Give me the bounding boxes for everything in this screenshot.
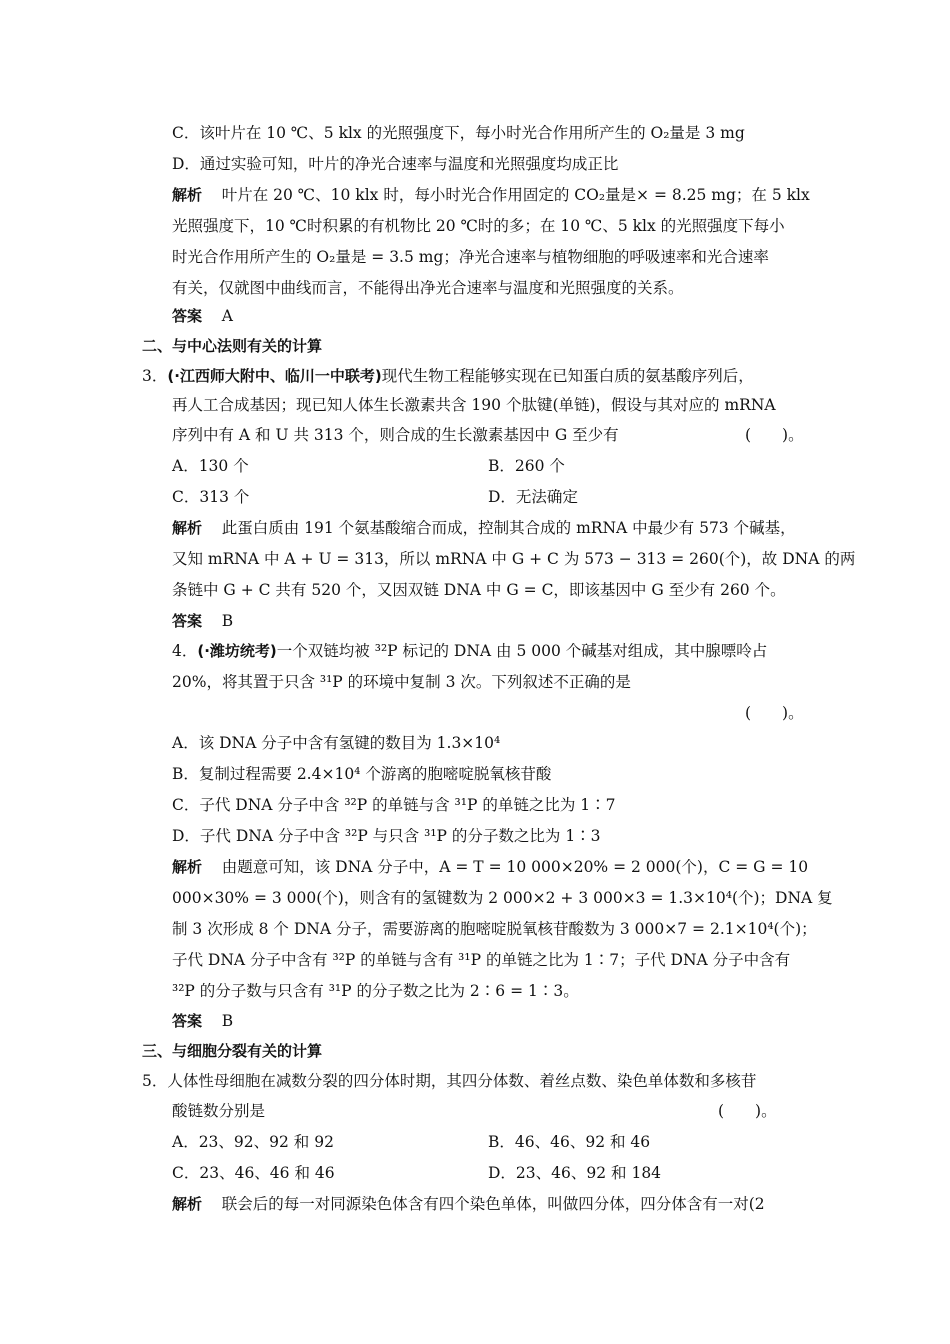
- question-text: 人体性母细胞在减数分裂的四分体时期，其四分体数、着丝点数、染色单体数和多核苷: [167, 1072, 757, 1090]
- analysis-1-line-4: 有关，仅就图中曲线而言，不能得出净光合速率与温度和光照强度的关系。: [172, 279, 684, 297]
- analysis-4-line-3: 制 3 次形成 8 个 DNA 分子，需要游离的胞嘧啶脱氧核苷酸数为 3 000×7 = 2.1×10⁴(个)；: [172, 920, 817, 938]
- option-d: D．无法确定: [488, 488, 578, 506]
- analysis-label: 解析: [172, 858, 203, 876]
- section-heading-3: 三、与细胞分裂有关的计算: [142, 1042, 323, 1060]
- analysis-text: 叶片在 20 ℃、10 klx 时，每小时光合作用固定的 CO₂量是× = 8.25 mg；在 5 klx: [221, 186, 810, 204]
- section-heading-2: 二、与中心法则有关的计算: [142, 337, 323, 355]
- analysis-label: 解析: [172, 1195, 203, 1213]
- option-b: B．260 个: [488, 457, 565, 475]
- option-a: A．该 DNA 分子中含有氢键的数目为 1.3×10⁴: [172, 734, 501, 752]
- option-b: B．复制过程需要 2.4×10⁴ 个游离的胞嘧啶脱氧核苷酸: [172, 765, 552, 783]
- analysis-text: 此蛋白质由 191 个氨基酸缩合而成，控制其合成的 mRNA 中最少有 573 个碱基，: [221, 519, 796, 537]
- answer-bracket: ( )。: [745, 704, 804, 722]
- option-d: D．子代 DNA 分子中含 ³²P 与只含 ³¹P 的分子数之比为 1∶3: [172, 827, 601, 845]
- option-a: A．130 个: [172, 457, 249, 475]
- option-c-line: C．该叶片在 10 ℃、5 klx 的光照强度下，每小时光合作用所产生的 O₂量是 3 mg: [172, 124, 745, 142]
- answer-3: [172, 611, 233, 631]
- answer-label: 答案: [172, 307, 203, 325]
- option-a: A．23、92、92 和 92: [172, 1133, 334, 1151]
- option-d-line: D．通过实验可知，叶片的净光合速率与温度和光照强度均成正比: [172, 155, 619, 173]
- question-3-line-1: [142, 366, 754, 386]
- option-d: D．23、46、92 和 184: [488, 1164, 662, 1182]
- answer-label: 答案: [172, 612, 203, 630]
- analysis-label: 解析: [172, 519, 203, 537]
- question-3-line-2: 再人工合成基因；现已知人体生长激素共含 190 个肽键(单链)，假设与其对应的 mRNA: [172, 396, 776, 414]
- question-source: (·江西师大附中、临川一中联考): [167, 367, 382, 385]
- question-number: 5．: [142, 1072, 168, 1090]
- analysis-3-line-3: 条链中 G + C 共有 520 个，又因双链 DNA 中 G = C，即该基因中 G 至少有 260 个。: [172, 581, 786, 599]
- question-4-line-1: [172, 641, 767, 661]
- option-b: B．46、46、92 和 46: [488, 1133, 651, 1151]
- analysis-text: 联会后的每一对同源染色体含有四个染色单体，叫做四分体，四分体含有一对(2: [221, 1195, 765, 1213]
- answer-bracket: ( )。: [718, 1102, 777, 1120]
- analysis-4-line-1: [172, 857, 808, 877]
- analysis-3-line-1: [172, 518, 796, 538]
- option-c: C．23、46、46 和 46: [172, 1164, 335, 1182]
- analysis-1-line-3: 时光合作用所产生的 O₂量是 = 3.5 mg；净光合速率与植物细胞的呼吸速率和光合速率: [172, 248, 769, 266]
- question-number: 4．: [172, 642, 198, 660]
- analysis-3-line-2: 又知 mRNA 中 A + U = 313，所以 mRNA 中 G + C 为 573 − 313 = 260(个)，故 DNA 的两: [172, 550, 856, 568]
- analysis-text: 由题意可知，该 DNA 分子中，A = T = 10 000×20% = 2 000(个)，C = G = 10: [221, 858, 809, 876]
- analysis-label: 解析: [172, 186, 203, 204]
- question-5-line-2: 酸链数分别是: [172, 1102, 266, 1120]
- answer-value: A: [221, 307, 233, 325]
- analysis-5-line-1: [172, 1194, 765, 1214]
- question-3-line-3: 序列中有 A 和 U 共 313 个，则合成的生长激素基因中 G 至少有: [172, 426, 619, 444]
- question-5-line-1: [142, 1071, 756, 1091]
- option-c: C．子代 DNA 分子中含 ³²P 的单链与含 ³¹P 的单链之比为 1∶7: [172, 796, 616, 814]
- analysis-1-line-1: [172, 185, 810, 205]
- answer-value: B: [221, 612, 234, 630]
- question-4-line-2: 20%，将其置于只含 ³¹P 的环境中复制 3 次。下列叙述不正确的是: [172, 673, 631, 691]
- analysis-4-line-2: 000×30% = 3 000(个)，则含有的氢键数为 2 000×2 + 3 000×3 = 1.3×10⁴(个)；DNA 复: [172, 889, 833, 907]
- option-c: C．313 个: [172, 488, 250, 506]
- answer-4: [172, 1011, 233, 1031]
- answer-bracket: ( )。: [745, 426, 804, 444]
- answer-value: B: [221, 1012, 234, 1030]
- question-number: 3．: [142, 367, 168, 385]
- analysis-4-line-4: 子代 DNA 分子中含有 ³²P 的单链与含有 ³¹P 的单链之比为 1∶7；子代 DNA 分子中含有: [172, 951, 791, 969]
- analysis-1-line-2: 光照强度下，10 ℃时积累的有机物比 20 ℃时的多；在 10 ℃、5 klx 的光照强度下每小: [172, 217, 785, 235]
- question-text: 一个双链均被 ³²P 标记的 DNA 由 5 000 个碱基对组成，其中腺嘌呤占: [276, 642, 768, 660]
- answer-1: [172, 306, 233, 326]
- question-text: 现代生物工程能够实现在已知蛋白质的氨基酸序列后，: [381, 367, 754, 385]
- answer-label: 答案: [172, 1012, 203, 1030]
- analysis-4-line-5: ³²P 的分子数与只含有 ³¹P 的分子数之比为 2∶6 = 1∶3。: [172, 982, 579, 1000]
- question-source: (·潍坊统考): [197, 642, 277, 660]
